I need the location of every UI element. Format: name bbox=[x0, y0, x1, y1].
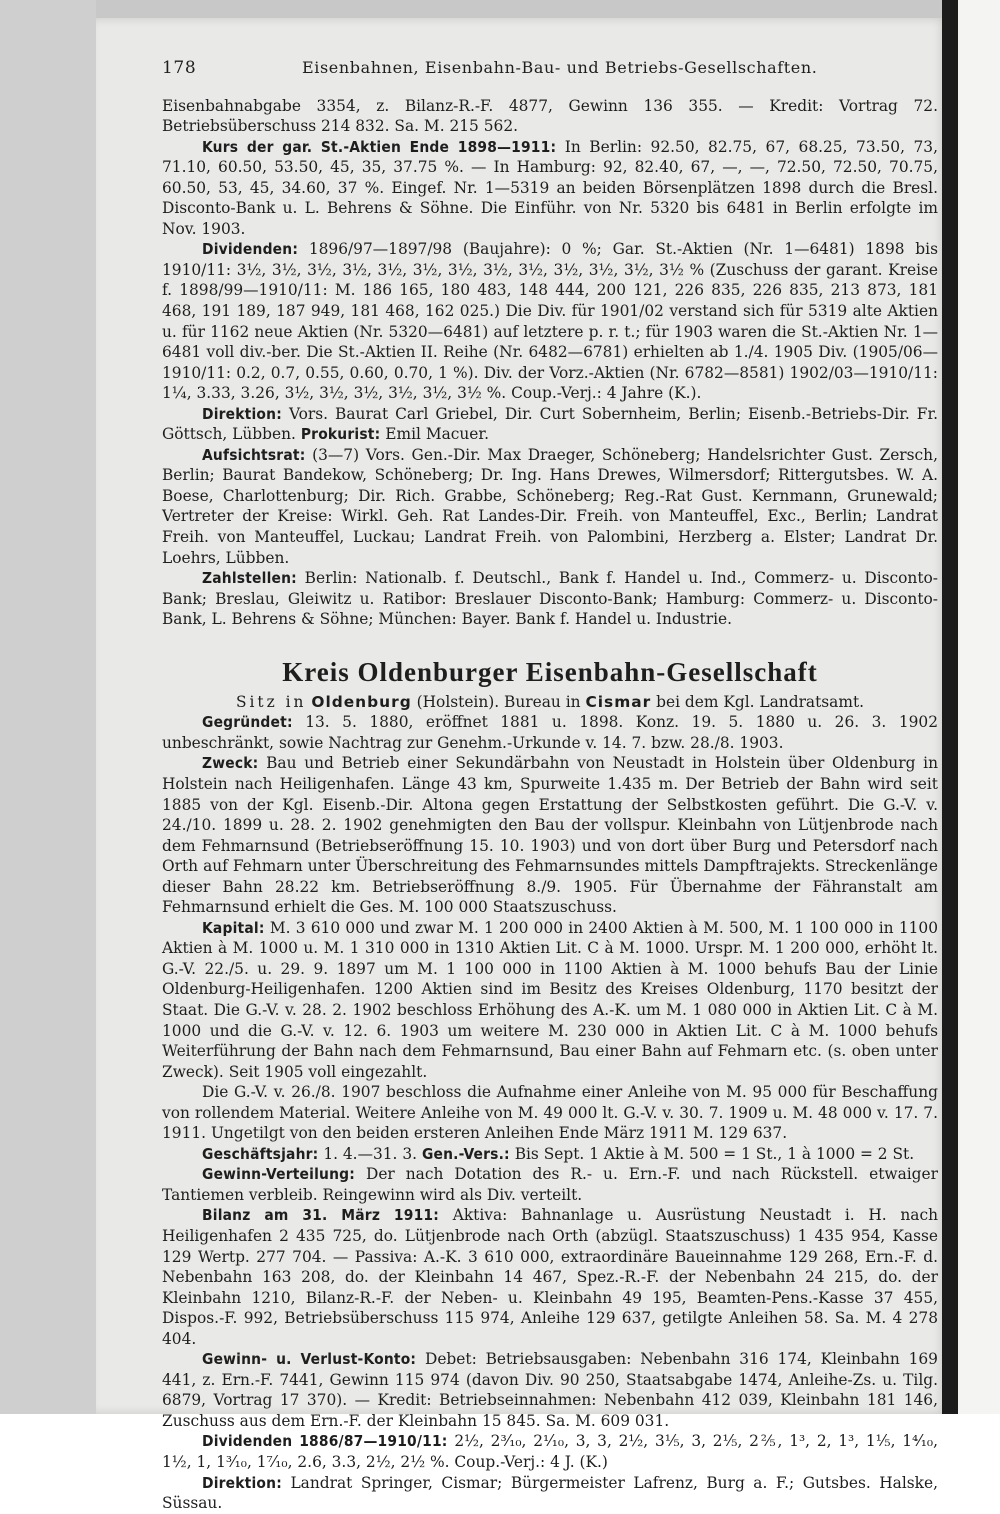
supervisory-board-text: (3—7) Vors. Gen.-Dir. Max Draeger, Schöneberg; Handelsrichter Gust. Zersch, Berlin; Baurat Bandekow, Schöneberg; Dr. Ing. Hans Drewes, Wilmersdorf; Rittergutsbes. W. A. Boese, Charlottenburg; Dir. Rich. Grabbe, Schöneberg; Reg.-Rat Gust. Kernmann, Grunewald; Vertreter der Kreise: Wirkl. Geh. Rat Landes-Dir. Freih. von Manteuffel, Exc., Berlin; Landrat Freih. von Manteuffel, Luckau; Landrat Freih. von Palombini, Herzberg a. Elster; Landrat Dr. Loehrs, Lübben. bbox=[162, 445, 938, 567]
balance-sheet-text: Aktiva: Bahnanlage u. Ausrüstung Neustadt i. H. nach Heiligenhafen 2 435 725, do. Lütjenbrode nach Orth (abzügl. Staatszuschuss) 1 435 954, Kasse 129 Wertp. 277 704. — Passiva: A.-K. 3 610 000, extraordinäre Baueinnahme 129 268, Ern.-F. d. Nebenbahn 163 208, do. der Kleinbahn 14 467, Spez.-R.-F. der Nebenbahn 24 215, do. der Kleinbahn 1210, Bilanz-R.-F. der Neben- u. Kleinbahn 49 195, Beamten-Pens.-Kasse 37 455, Dispos.-F. 992, Betriebsüberschuss 115 974, Anleihe 129 637, getilgte Anleihen 58. Sa. M. 4 278 404. bbox=[162, 1206, 938, 1348]
management-text: Vors. Baurat Carl Griebel, Dir. Curt Sobernheim, Berlin; Eisenb.-Betriebs-Dir. Fr. Göttsch, Lübben. bbox=[162, 404, 938, 444]
management-paragraph bbox=[162, 404, 938, 445]
company-title: Kreis Oldenburger Eisenbahn-Gesellschaft bbox=[282, 656, 818, 687]
previous-entry bbox=[162, 96, 938, 630]
authorized-officer-label: Prokurist: bbox=[300, 425, 381, 444]
company-dividends-label: Dividenden 1886/87—1910/11: bbox=[202, 1432, 448, 1451]
supervisory-board-label: Aufsichtsrat: bbox=[202, 445, 306, 464]
left-scan-margin bbox=[0, 0, 96, 1414]
capital-text: M. 3 610 000 und zwar M. 1 200 000 in 2400 Aktien à M. 500, M. 1 100 000 in 1100 Aktien à M. 1000 u. M. 1 310 000 in 1310 Aktien Lit. C à M. 1000. Urspr. M. 1 200 000, erhöht lt. G.-V. 22./5. u. 29. 9. 1897 um M. 1 100 000 in 1100 Aktien à M. 1000 behufs Bau der Linie Oldenburg-Heiligenhafen. 1200 Aktien sind im Besitz des Kreises Oldenburg, 1170 besitzt der Staat. Die G.-V. v. 28. 2. 1902 beschloss Erhöhung des A.-K. um M. 1 080 000 in Aktien Lit. C à M. 1000 und die G.-V. v. 12. 6. 1903 um weitere M. 230 000 in Aktien Lit. C à M. 1000 behufs Weiterführung der Bahn nach dem Fehmarnsund, Bau einer Bahn auf Fehmarn etc. (s. oben unter Zweck). Seit 1905 voll eingezahlt. bbox=[162, 918, 938, 1081]
purpose-label: Zweck: bbox=[202, 754, 259, 773]
fiscal-year-label: Geschäftsjahr: bbox=[202, 1144, 319, 1163]
share-price-text: In Berlin: 92.50, 82.75, 67, 68.25, 73.50, 73, 71.10, 60.50, 53.50, 45, 35, 37.75 %. — In Hamburg: 92, 82.40, 67, —, —, 72.50, 72.50, 70.75, 60.50, 53, 45, 34.60, 37 %. Eingef. Nr. 1—5319 an beiden Börsenplätzen 1898 durch die Bresl. Disconto-Bank u. L. Behrens & Söhne. Die Einführ. von Nr. 5320 bis 6481 in Berlin erfolgte im Nov. 1903. bbox=[162, 137, 938, 238]
share-price-paragraph bbox=[162, 137, 938, 240]
seat-line bbox=[162, 692, 938, 713]
founded-text: 13. 5. 1880, eröffnet 1881 u. 1898. Konz. 19. 5. 1880 u. 26. 3. 1902 unbeschränkt, sowie Nachtrag zur Genehm.-Urkunde v. 14. 7. bzw. 28./8. 1903. bbox=[162, 713, 938, 752]
capital-label: Kapital: bbox=[202, 918, 265, 937]
profit-loss-label: Gewinn- u. Verlust-Konto: bbox=[202, 1350, 417, 1369]
bureau-place: Cismar bbox=[585, 692, 652, 711]
balance-sheet-paragraph bbox=[162, 1205, 938, 1349]
profit-loss-text: Debet: Betriebsausgaben: Nebenbahn 316 174, Kleinbahn 169 441, z. Ern.-F. 7441, Gewinn 115 974 (davon Div. 90 250, Staatsabgabe 1474, Anleihe-Zs. u. Tilg. 6879, Vortrag 17 370). — Kredit: Betriebseinnahmen: Nebenbahn 412 039, Kleinbahn 181 146, Zuschuss aus dem Ern.-F. der Kleinbahn 15 845. Sa. M. 609 031. bbox=[162, 1350, 938, 1430]
purpose-text: Bau und Betrieb einer Sekundärbahn von Neustadt in Holstein über Oldenburg in Holstein nach Heiligenhafen. Länge 43 km, Spurweite 1.435 m. Der Betrieb der Bahn wird seit 1885 von der Kgl. Eisenb.-Dir. Altona gegen Erstattung der Selbstkosten geführt. Die G.-V. v. 24./10. 1899 u. 28. 2. 1902 genehmigten den Bau der vollspur. Kleinbahn von Lütjenbrode nach dem Fehmarnsund (Betriebseröffnung 15. 10. 1903) und von dort über Burg und Petersdorf nach Orth auf Fehmarn unter Überschreitung des Fehmarnsundes mittels Dampftrajekts. Streckenlänge dieser Bahn 28.22 km. Betriebseröffnung 8./9. 1905. Für Übernahme der Fähranstalt am Fehmarnsund erhielt die Ges. M. 100 000 Staatszuschuss. bbox=[162, 754, 938, 917]
supervisory-board-paragraph bbox=[162, 445, 938, 568]
dividends-label: Dividenden: bbox=[202, 240, 299, 259]
profit-distribution-rule-paragraph bbox=[162, 1164, 938, 1205]
company-management-text: Landrat Springer, Cismar; Bürgermeister Lafrenz, Burg a. F.; Gutsbes. Halske, Süssau. bbox=[162, 1473, 938, 1513]
dividends-paragraph bbox=[162, 239, 938, 403]
founded-label: Gegründet: bbox=[202, 713, 293, 732]
profit-distribution-label: Gewinn-Verteilung: bbox=[202, 1165, 356, 1184]
company-management-paragraph bbox=[162, 1473, 938, 1514]
profit-loss-paragraph bbox=[162, 1349, 938, 1431]
fiscal-year-text: 1. 4.—31. 3. bbox=[323, 1144, 418, 1163]
company-management-label: Direktion: bbox=[202, 1473, 282, 1492]
seat-middle: (Holstein). Bureau in bbox=[416, 692, 581, 711]
share-price-label: Kurs der gar. St.-Aktien Ende 1898—1911: bbox=[202, 137, 557, 156]
book-gutter-shadow bbox=[942, 0, 958, 1414]
company-entry bbox=[162, 656, 938, 1514]
company-dividends-text: 2½, 2³⁄₁₀, 2¹⁄₁₀, 3, 3, 2½, 3⅕, 3, 2⅕, 2⅖, 1³, 2, 1³, 1⅕, 1⁴⁄₁₀, 1½, 1, 1³⁄₁₀, 1⁷⁄₁₀, 2.6, 3.3, 2½, 2½ %. Coup.-Verj.: 4 J. (K.) bbox=[162, 1432, 938, 1471]
fiscal-year-paragraph bbox=[162, 1144, 938, 1165]
capital-paragraph bbox=[162, 918, 938, 1082]
page-number: 178 bbox=[162, 58, 197, 78]
purpose-paragraph bbox=[162, 753, 938, 917]
profit-distribution-text: Der nach Dotation des R.- u. Ern.-F. und nach Rückstell. etwaiger Tantiemen verbleib. Reingewinn wird als Div. verteilt. bbox=[162, 1165, 938, 1204]
page-header bbox=[162, 58, 938, 79]
authorized-officer-text: Emil Macuer. bbox=[385, 425, 489, 444]
seat-place: Oldenburg bbox=[311, 692, 412, 711]
company-dividends-paragraph bbox=[162, 1431, 938, 1472]
dividends-text: 1896/97—1897/98 (Baujahre): 0 %; Gar. St.-Aktien (Nr. 1—6481) 1898 bis 1910/11: 3½, 3½, 3½, 3½, 3½, 3½, 3½, 3½, 3½, 3½, 3½, 3½, 3½ % (Zuschuss der garant. Kreise f. 1898/99—1910/11: M. 186 165, 180 483, 148 444, 200 121, 226 835, 226 835, 213 873, 181 468, 191 189, 187 949, 181 468, 162 025.) Die Div. für 1901/02 verstand sich für 5319 alte Aktien u. für 1162 neue Aktien (Nr. 5320—6481) auf letztere p. r. t.; für 1903 waren die St.-Aktien Nr. 1—6481 voll div.-ber. Die St.-Aktien II. Reihe (Nr. 6482—6781) erhielten ab 1./4. 1905 Div. (1905/06—1910/11: 0.2, 0.7, 0.55, 0.60, 0.70, 1 %). Div. der Vorz.-Aktien (Nr. 6782—8581) 1902/03—1910/11: 1¼, 3.33, 3.26, 3½, 3½, 3½, 3½, 3½, 3½ %. Coup.-Verj.: 4 Jahre (K.). bbox=[162, 240, 938, 403]
page-content bbox=[162, 58, 938, 1514]
seat-prefix: Sitz in bbox=[235, 692, 307, 711]
running-head: Eisenbahnen, Eisenbahn-Bau- und Betriebs-Gesellschaften. bbox=[302, 58, 818, 77]
balance-sheet-label: Bilanz am 31. März 1911: bbox=[202, 1206, 439, 1225]
founded-paragraph bbox=[162, 712, 938, 753]
paying-agents-label: Zahlstellen: bbox=[202, 569, 297, 588]
paying-agents-text: Berlin: Nationalb. f. Deutschl., Bank f. Handel u. Ind., Commerz- u. Disconto-Bank; Breslau, Gleiwitz u. Ratibor: Breslauer Disconto-Bank; Hamburg: Commerz- u. Disconto-Bank, L. Behrens & Söhne; München: Bayer. Bank f. Handel u. Industrie. bbox=[162, 569, 938, 629]
seat-suffix: bei dem Kgl. Landratsamt. bbox=[656, 692, 865, 711]
loan-paragraph: Die G.-V. v. 26./8. 1907 beschloss die Aufnahme einer Anleihe von M. 95 000 für Beschaffung von rollendem Material. Weitere Anleihe von M. 49 000 lt. G.-V. v. 30. 7. 1909 u. M. 48 000 v. 17. 7. 1911. Ungetilgt von den beiden ersteren Anleihen Ende März 1911 M. 129 637. bbox=[162, 1083, 938, 1143]
profit-distribution-paragraph: Eisenbahnabgabe 3354, z. Bilanz-R.-F. 4877, Gewinn 136 355. — Kredit: Vortrag 72. Betriebsüberschuss 214 832. Sa. M. 215 562. bbox=[162, 96, 938, 136]
paying-agents-paragraph bbox=[162, 568, 938, 630]
general-meeting-label: Gen.-Vers.: bbox=[421, 1144, 510, 1163]
general-meeting-text: Bis Sept. 1 Aktie à M. 500 = 1 St., 1 à 1000 = 2 St. bbox=[514, 1144, 915, 1163]
management-label: Direktion: bbox=[202, 404, 282, 423]
